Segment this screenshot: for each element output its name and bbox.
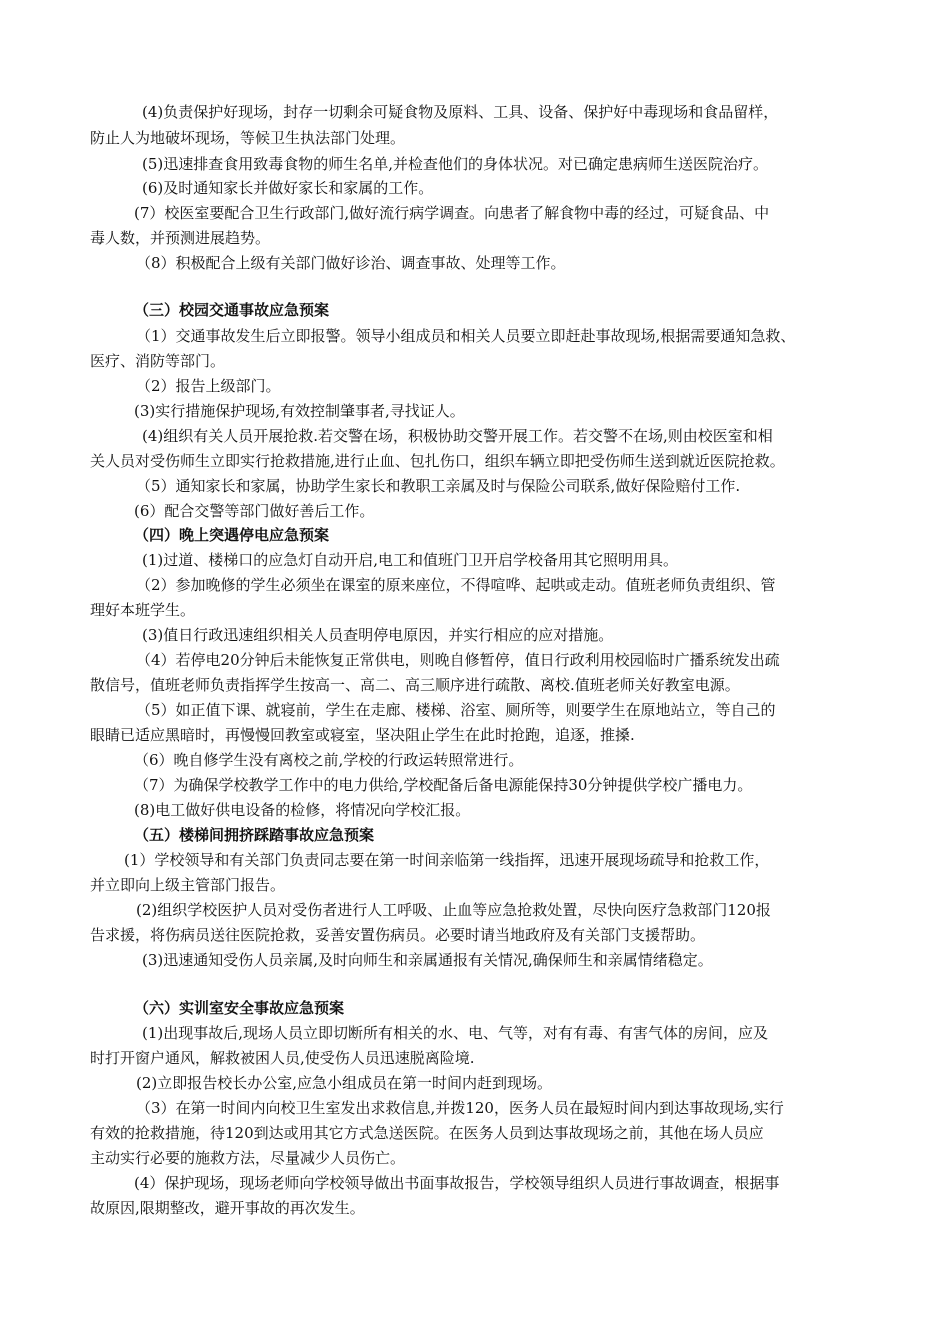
paragraph-line: (4）保护现场，现场老师向学校领导做出书面事故报告，学校领导组织人员进行事故调查，根据事 [134, 1174, 780, 1192]
paragraph-line: 主动实行必要的施救方法，尽量减少人员伤亡。 [90, 1149, 406, 1167]
section-heading: （三）校园交通事故应急预案 [134, 301, 330, 319]
paragraph-line: 告求援，将伤病员送往医院抢救，妥善安置伤病员。必要时请当地政府及有关部门支援帮助。 [90, 926, 706, 944]
paragraph-line: 医疗、消防等部门。 [90, 352, 226, 370]
paragraph-line: (3)迅速通知受伤人员亲属,及时向师生和亲属通报有关情况,确保师生和亲属情绪稳定。 [142, 951, 713, 969]
paragraph-line: （5）如正值下课、就寝前，学生在走廊、楼梯、浴室、厕所等，则要学生在原地站立，等自己的 [136, 701, 776, 719]
paragraph-line: (1)过道、楼梯口的应急灯自动开启,电工和值班门卫开启学校备用其它照明用具。 [142, 551, 679, 569]
paragraph-line: (3)值日行政迅速组织相关人员查明停电原因，并实行相应的应对措施。 [142, 626, 614, 644]
paragraph-line: 关人员对受伤师生立即实行抢救措施,进行止血、包扎伤口，组织车辆立即把受伤师生送到就近医院抢救。 [90, 452, 785, 470]
paragraph-line: （7）为确保学校教学工作中的电力供给,学校配备后备电源能保持30分钟提供学校广播电力。 [134, 776, 753, 794]
paragraph-line: (4)组织有关人员开展抢救.若交警在场，积极协助交警开展工作。若交警不在场,则由校医室和相 [142, 427, 773, 445]
paragraph-line: （1）交通事故发生后立即报警。领导小组成员和相关人员要立即赶赴事故现场,根据需要通知急救、 [136, 327, 796, 345]
paragraph-line: (8)电工做好供电设备的检修，将情况向学校汇报。 [134, 801, 471, 819]
paragraph-line: 眼睛已适应黑暗时，再慢慢回教室或寝室，坚决阻止学生在此时抢跑，追逐，推搡. [90, 726, 635, 744]
paragraph-line: 故原因,限期整改，避开事故的再次发生。 [90, 1199, 365, 1217]
paragraph-line: 毒人数，并预测进展趋势。 [90, 229, 271, 247]
paragraph-line: 时打开窗户通风，解救被困人员,使受伤人员迅速脱离险境. [90, 1049, 475, 1067]
section-heading: （五）楼梯间拥挤踩踏事故应急预案 [134, 826, 375, 844]
paragraph-line: （6）晚自修学生没有离校之前,学校的行政运转照常进行。 [134, 751, 524, 769]
paragraph-line: 理好本班学生。 [90, 601, 196, 619]
paragraph-line: （3）在第一时间内向校卫生室发出求救信息,并拨120，医务人员在最短时间内到达事故现场,实行 [136, 1099, 784, 1117]
paragraph-line: （2）参加晚修的学生必须坐在课室的原来座位，不得喧哗、起哄或走动。值班老师负责组织、管 [136, 576, 776, 594]
paragraph-line: (2)立即报告校长办公室,应急小组成员在第一时间内赶到现场。 [136, 1074, 553, 1092]
paragraph-line: （2）报告上级部门。 [136, 377, 281, 395]
paragraph-line: 散信号，值班老师负责指挥学生按高一、高二、高三顺序进行疏散、离校.值班老师关好教室电源。 [90, 676, 740, 694]
paragraph-line: (6）配合交警等部门做好善后工作。 [134, 502, 375, 520]
paragraph-line: 并立即向上级主管部门报告。 [90, 876, 286, 894]
paragraph-line: (2)组织学校医护人员对受伤者进行人工呼吸、止血等应急抢救处置，尽快向医疗急救部门120报 [136, 901, 771, 919]
paragraph-line: （4）若停电20分钟后未能恢复正常供电，则晚自修暂停，值日行政利用校园临时广播系统发出疏 [136, 651, 780, 669]
paragraph-line: （8）积极配合上级有关部门做好诊治、调查事故、处理等工作。 [136, 254, 566, 272]
paragraph-line: (6)及时通知家长并做好家长和家属的工作。 [142, 179, 434, 197]
paragraph-line: 有效的抢救措施，待120到达或用其它方式急送医院。在医务人员到达事故现场之前，其他在场人员应 [90, 1124, 764, 1142]
paragraph-line: (7）校医室要配合卫生行政部门,做好流行病学调查。向患者了解食物中毒的经过，可疑食品、中 [134, 204, 770, 222]
paragraph-line: (1)出现事故后,现场人员立即切断所有相关的水、电、气等，对有有毒、有害气体的房间，应及 [142, 1024, 769, 1042]
paragraph-line: （5）通知家长和家属，协助学生家长和教职工亲属及时与保险公司联系,做好保险赔付工作. [136, 477, 741, 495]
section-heading: （六）实训室安全事故应急预案 [134, 999, 345, 1017]
paragraph-line: (3)实行措施保护现场,有效控制肇事者,寻找证人。 [134, 402, 465, 420]
section-heading: （四）晚上突遇停电应急预案 [134, 526, 330, 544]
paragraph-line: (4)负责保护好现场，封存一切剩余可疑食物及原料、工具、设备、保护好中毒现场和食品留样， [142, 103, 779, 121]
paragraph-line: 防止人为地破坏现场，等候卫生执法部门处理。 [90, 129, 406, 147]
paragraph-line: (1）学校领导和有关部门负责同志要在第一时间亲临第一线指挥，迅速开展现场疏导和抢救工作， [124, 851, 770, 869]
paragraph-line: (5)迅速排查食用致毒食物的师生名单,并检查他们的身体状况。对已确定患病师生送医院治疗。 [142, 155, 769, 173]
